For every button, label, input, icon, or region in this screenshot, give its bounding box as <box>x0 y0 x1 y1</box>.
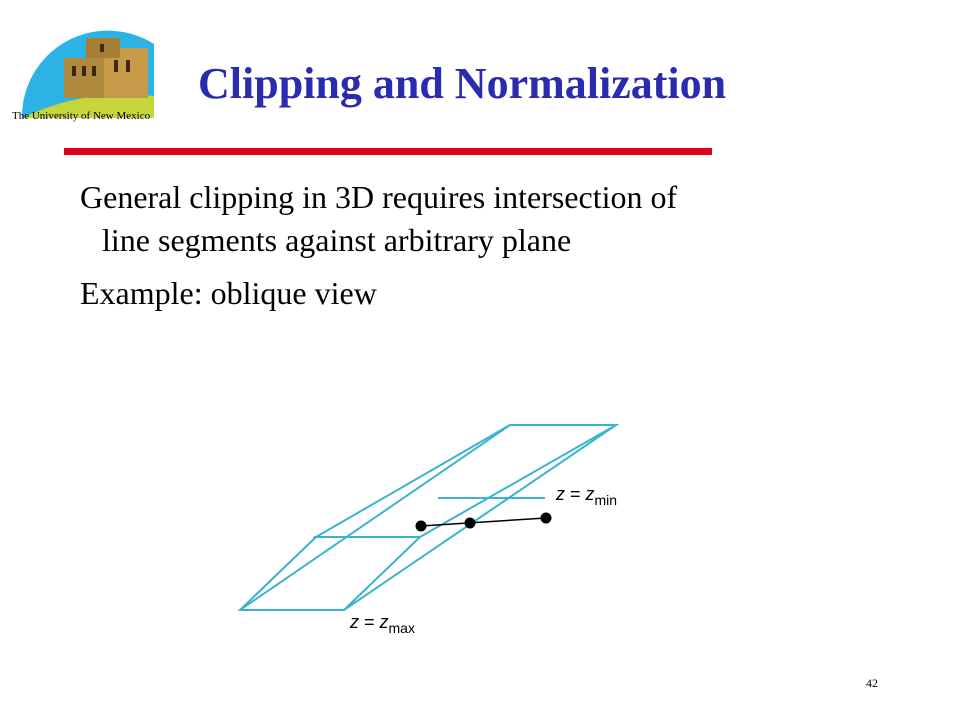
zmin-label <box>555 484 617 508</box>
segment-endpoint <box>416 521 427 532</box>
segment-intersection-point <box>465 518 476 529</box>
bullet-line: General clipping in 3D requires intersection of <box>80 179 678 215</box>
view-volume-edge <box>344 425 616 610</box>
bullet-line: Example: oblique view <box>80 275 377 311</box>
zmin-var2: z <box>585 484 595 504</box>
zmax-var: z <box>350 612 359 632</box>
zmax-var2: z <box>379 612 389 632</box>
segment-endpoint <box>541 513 552 524</box>
zmin-subscript: min <box>594 492 618 508</box>
view-volume-edge <box>240 425 510 610</box>
zmax-label <box>349 612 415 636</box>
slide-title: Clipping and Normalization <box>198 59 727 108</box>
bullet-line-continued: line segments against arbitrary plane <box>102 222 572 258</box>
zmin-eq: = <box>565 484 586 504</box>
logo-caption: The University of New Mexico <box>12 110 151 122</box>
zmax-subscript: max <box>388 620 415 636</box>
zmax-eq: = <box>359 612 380 632</box>
zmin-var: z <box>556 484 565 504</box>
page-number: 42 <box>866 676 878 690</box>
